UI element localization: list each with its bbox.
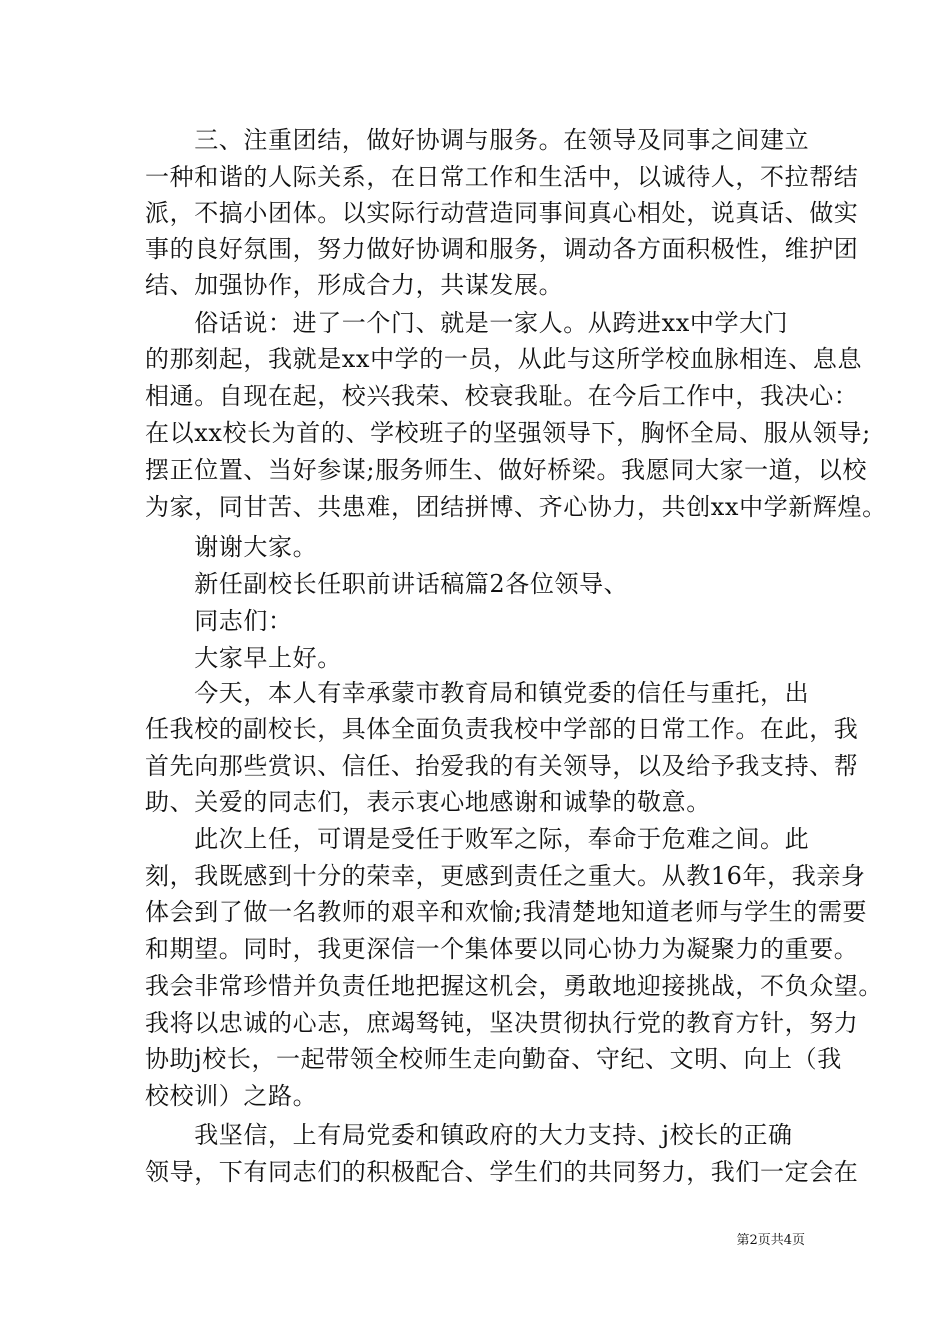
text-line: 今天，本人有幸承蒙市教育局和镇党委的信任与重托，出 bbox=[145, 679, 810, 707]
text-line: 和期望。同时，我更深信一个集体要以同心协力为凝聚力的重要。 bbox=[145, 935, 859, 963]
text-line: 我会非常珍惜并负责任地把握这机会，勇敢地迎接挑战，不负众望。 bbox=[145, 972, 883, 1000]
text-line: 为家，同甘苦、共患难，团结拼博、齐心协力，共创xx中学新辉煌。 bbox=[145, 493, 887, 521]
text-line: 领导，下有同志们的积极配合、学生们的共同努力，我们一定会在 bbox=[145, 1158, 859, 1186]
text-line: 我将以忠诚的心志，庶竭驽钝，坚决贯彻执行党的教育方针，努力 bbox=[145, 1009, 859, 1037]
text-line: 任我校的副校长，具体全面负责我校中学部的日常工作。在此，我 bbox=[145, 715, 859, 743]
text-line: 谢谢大家。 bbox=[145, 533, 318, 561]
text-line: 助、关爱的同志们，表示衷心地感谢和诚挚的敬意。 bbox=[145, 788, 711, 816]
text-line: 摆正位置、当好参谋;服务师生、做好桥梁。我愿同大家一道，以校 bbox=[145, 456, 868, 484]
text-line: 首先向那些赏识、信任、抬爱我的有关领导，以及给予我支持、帮 bbox=[145, 752, 859, 780]
text-line: 此次上任，可谓是受任于败军之际，奉命于危难之间。此 bbox=[145, 825, 810, 853]
text-line: 刻，我既感到十分的荣幸，更感到责任之重大。从教16年，我亲身 bbox=[145, 862, 866, 890]
text-line: 大家早上好。 bbox=[145, 644, 342, 672]
text-line: 协助j校长，一起带领全校师生走向勤奋、守纪、文明、向上（我 bbox=[145, 1045, 842, 1073]
text-line: 的那刻起，我就是xx中学的一员，从此与这所学校血脉相连、息息 bbox=[145, 345, 863, 373]
text-line: 新任副校长任职前讲话稿篇2各位领导、 bbox=[145, 570, 629, 598]
text-line: 一种和谐的人际关系，在日常工作和生活中，以诚待人，不拉帮结 bbox=[145, 163, 859, 191]
page-number-footer: 第2页共4页 bbox=[736, 1233, 805, 1248]
text-line: 校校训）之路。 bbox=[145, 1082, 318, 1110]
text-line: 体会到了做一名教师的艰辛和欢愉;我清楚地知道老师与学生的需要 bbox=[145, 898, 868, 926]
text-line: 相通。自现在起，校兴我荣、校衰我耻。在今后工作中，我决心： bbox=[145, 382, 859, 410]
text-line: 俗话说：进了一个门、就是一家人。从跨进xx中学大门 bbox=[145, 309, 789, 337]
text-line: 同志们： bbox=[145, 607, 293, 635]
text-line: 派，不搞小团体。以实际行动营造同事间真心相处，说真话、做实 bbox=[145, 199, 859, 227]
text-line: 在以xx校长为首的、学校班子的坚强领导下，胸怀全局、服从领导; bbox=[145, 419, 871, 447]
text-line: 结、加强协作，形成合力，共谋发展。 bbox=[145, 271, 564, 299]
text-line: 我坚信，上有局党委和镇政府的大力支持、j校长的正确 bbox=[145, 1121, 793, 1149]
text-line: 三、注重团结，做好协调与服务。在领导及同事之间建立 bbox=[145, 126, 810, 154]
text-line: 事的良好氛围，努力做好协调和服务，调动各方面积极性，维护团 bbox=[145, 235, 859, 263]
